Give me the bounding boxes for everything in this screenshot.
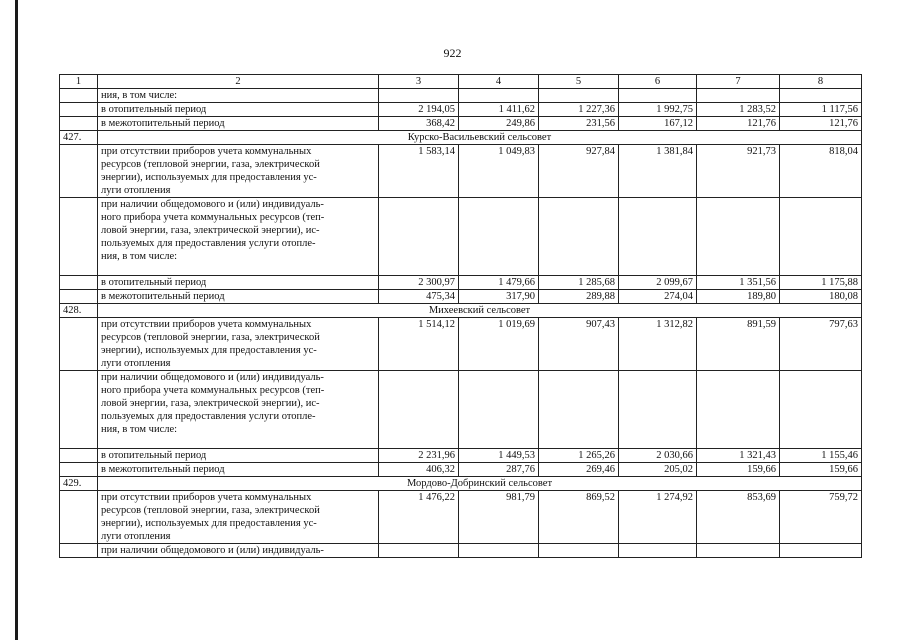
description-line: луги отопления <box>101 358 171 369</box>
table-row <box>60 89 862 103</box>
value-cell: 1 479,66 <box>459 276 539 290</box>
description-line: при наличии общедомового и (или) индивидуаль- <box>101 372 324 383</box>
value-cell: 759,72 <box>780 491 862 544</box>
value-cell: 2 194,05 <box>379 103 459 117</box>
value-cell <box>379 89 459 103</box>
value-cell: 180,08 <box>780 290 862 304</box>
description-line: ного прибора учета коммунальных ресурсов (теп- <box>101 212 325 223</box>
description-line: при отсутствии приборов учета коммунальных <box>101 319 312 330</box>
value-cell <box>619 89 697 103</box>
description-line: энергии), используемых для предоставления ус- <box>101 172 317 183</box>
value-cell: 1 019,69 <box>459 318 539 371</box>
table-row <box>60 117 862 131</box>
description-line: пользуемых для предоставления услуги отопле- <box>101 411 316 422</box>
header-cell: 7 <box>697 75 780 89</box>
table-row <box>60 290 862 304</box>
value-cell <box>539 544 619 558</box>
value-cell <box>780 89 862 103</box>
table-row <box>60 544 862 558</box>
value-cell: 2 099,67 <box>619 276 697 290</box>
value-cell <box>780 371 862 449</box>
value-cell <box>619 371 697 449</box>
table-row <box>60 198 862 276</box>
value-cell <box>539 198 619 276</box>
section-row <box>60 304 862 318</box>
header-cell: 3 <box>379 75 459 89</box>
description-line: ресурсов (тепловой энергии, газа, электрической <box>101 159 320 170</box>
section-row <box>60 131 862 145</box>
value-cell: 287,76 <box>459 463 539 477</box>
value-cell <box>379 544 459 558</box>
value-cell: 159,66 <box>780 463 862 477</box>
value-cell: 891,59 <box>697 318 780 371</box>
description-cell: в отопительный период <box>98 276 379 290</box>
section-title: Михеевский сельсовет <box>98 304 862 318</box>
table-row <box>60 371 862 449</box>
description-cell: в межотопительный период <box>98 117 379 131</box>
value-cell: 189,80 <box>697 290 780 304</box>
value-cell: 274,04 <box>619 290 697 304</box>
value-cell: 289,88 <box>539 290 619 304</box>
value-cell: 167,12 <box>619 117 697 131</box>
description-cell: ния, в том числе: <box>98 89 379 103</box>
table-row <box>60 463 862 477</box>
value-cell <box>459 198 539 276</box>
section-number: 427. <box>60 131 98 145</box>
value-cell <box>697 198 780 276</box>
value-cell: 818,04 <box>780 145 862 198</box>
value-cell: 406,32 <box>379 463 459 477</box>
number-cell <box>60 491 98 544</box>
value-cell <box>697 89 780 103</box>
description-line: при наличии общедомового и (или) индивидуаль- <box>101 199 324 210</box>
description-cell: в отопительный период <box>98 103 379 117</box>
value-cell <box>780 198 862 276</box>
table-row <box>60 318 862 371</box>
description-line: ловой энергии, газа, электрической энергии), ис- <box>101 398 320 409</box>
value-cell: 121,76 <box>697 117 780 131</box>
value-cell: 921,73 <box>697 145 780 198</box>
number-cell <box>60 198 98 276</box>
scan-edge-line <box>15 0 18 640</box>
number-cell <box>60 449 98 463</box>
value-cell: 368,42 <box>379 117 459 131</box>
number-cell <box>60 89 98 103</box>
value-cell: 1 449,53 <box>459 449 539 463</box>
value-cell: 1 992,75 <box>619 103 697 117</box>
description-cell <box>98 318 379 371</box>
value-cell: 205,02 <box>619 463 697 477</box>
header-cell: 4 <box>459 75 539 89</box>
value-cell: 1 049,83 <box>459 145 539 198</box>
value-cell <box>379 371 459 449</box>
value-cell: 2 030,66 <box>619 449 697 463</box>
value-cell: 869,52 <box>539 491 619 544</box>
value-cell: 1 285,68 <box>539 276 619 290</box>
table-row <box>60 103 862 117</box>
value-cell: 475,34 <box>379 290 459 304</box>
description-line: луги отопления <box>101 185 171 196</box>
value-cell: 249,86 <box>459 117 539 131</box>
value-cell: 2 231,96 <box>379 449 459 463</box>
table-row <box>60 276 862 290</box>
header-row <box>60 75 862 89</box>
number-cell <box>60 145 98 198</box>
section-row <box>60 477 862 491</box>
value-cell: 1 411,62 <box>459 103 539 117</box>
value-cell: 927,84 <box>539 145 619 198</box>
value-cell: 317,90 <box>459 290 539 304</box>
header-cell: 5 <box>539 75 619 89</box>
table-row <box>60 491 862 544</box>
description-cell: в межотопительный период <box>98 290 379 304</box>
description-line: пользуемых для предоставления услуги отопле- <box>101 238 316 249</box>
description-cell <box>98 371 379 449</box>
value-cell: 797,63 <box>780 318 862 371</box>
description-line: при отсутствии приборов учета коммунальных <box>101 146 312 157</box>
value-cell <box>780 544 862 558</box>
number-cell <box>60 371 98 449</box>
page-number: 922 <box>443 46 462 60</box>
value-cell: 1 283,52 <box>697 103 780 117</box>
description-line: луги отопления <box>101 531 171 542</box>
value-cell <box>539 89 619 103</box>
value-cell: 907,43 <box>539 318 619 371</box>
description-cell: в отопительный период <box>98 449 379 463</box>
value-cell <box>697 371 780 449</box>
value-cell: 1 514,12 <box>379 318 459 371</box>
description-cell <box>98 544 379 558</box>
value-cell: 269,46 <box>539 463 619 477</box>
value-cell: 1 351,56 <box>697 276 780 290</box>
description-line: ния, в том числе: <box>101 424 178 435</box>
value-cell <box>697 544 780 558</box>
value-cell: 1 155,46 <box>780 449 862 463</box>
section-number: 429. <box>60 477 98 491</box>
header-cell: 8 <box>780 75 862 89</box>
description-cell: в межотопительный период <box>98 463 379 477</box>
section-title: Мордово-Добринский сельсовет <box>98 477 862 491</box>
value-cell: 1 175,88 <box>780 276 862 290</box>
value-cell: 1 476,22 <box>379 491 459 544</box>
description-line: ловой энергии, газа, электрической энергии), ис- <box>101 225 320 236</box>
description-line: при отсутствии приборов учета коммунальных <box>101 492 312 503</box>
number-cell <box>60 276 98 290</box>
value-cell: 1 381,84 <box>619 145 697 198</box>
value-cell <box>459 89 539 103</box>
value-cell <box>539 371 619 449</box>
table-row <box>60 449 862 463</box>
description-line: ния, в том числе: <box>101 251 178 262</box>
value-cell: 2 300,97 <box>379 276 459 290</box>
section-title: Курско-Васильевский сельсовет <box>98 131 862 145</box>
number-cell <box>60 544 98 558</box>
description-line: при наличии общедомового и (или) индивидуаль- <box>101 545 324 556</box>
description-line: энергии), используемых для предоставления ус- <box>101 518 317 529</box>
description-cell <box>98 145 379 198</box>
table-row <box>60 145 862 198</box>
tariff-table <box>59 74 862 558</box>
number-cell <box>60 318 98 371</box>
number-cell <box>60 290 98 304</box>
number-cell <box>60 117 98 131</box>
description-cell <box>98 198 379 276</box>
value-cell <box>619 198 697 276</box>
value-cell: 231,56 <box>539 117 619 131</box>
value-cell: 981,79 <box>459 491 539 544</box>
value-cell <box>619 544 697 558</box>
description-line: ресурсов (тепловой энергии, газа, электрической <box>101 505 320 516</box>
value-cell: 1 117,56 <box>780 103 862 117</box>
value-cell: 1 227,36 <box>539 103 619 117</box>
number-cell <box>60 463 98 477</box>
value-cell: 853,69 <box>697 491 780 544</box>
value-cell <box>459 544 539 558</box>
value-cell: 1 265,26 <box>539 449 619 463</box>
header-cell: 2 <box>98 75 379 89</box>
value-cell: 1 312,82 <box>619 318 697 371</box>
description-cell <box>98 491 379 544</box>
value-cell: 159,66 <box>697 463 780 477</box>
header-cell: 6 <box>619 75 697 89</box>
description-line: энергии), используемых для предоставления ус- <box>101 345 317 356</box>
section-number: 428. <box>60 304 98 318</box>
value-cell <box>379 198 459 276</box>
description-line: ресурсов (тепловой энергии, газа, электрической <box>101 332 320 343</box>
header-cell: 1 <box>60 75 98 89</box>
value-cell: 1 321,43 <box>697 449 780 463</box>
number-cell <box>60 103 98 117</box>
value-cell: 121,76 <box>780 117 862 131</box>
description-line: ного прибора учета коммунальных ресурсов (теп- <box>101 385 325 396</box>
value-cell <box>459 371 539 449</box>
value-cell: 1 274,92 <box>619 491 697 544</box>
value-cell: 1 583,14 <box>379 145 459 198</box>
